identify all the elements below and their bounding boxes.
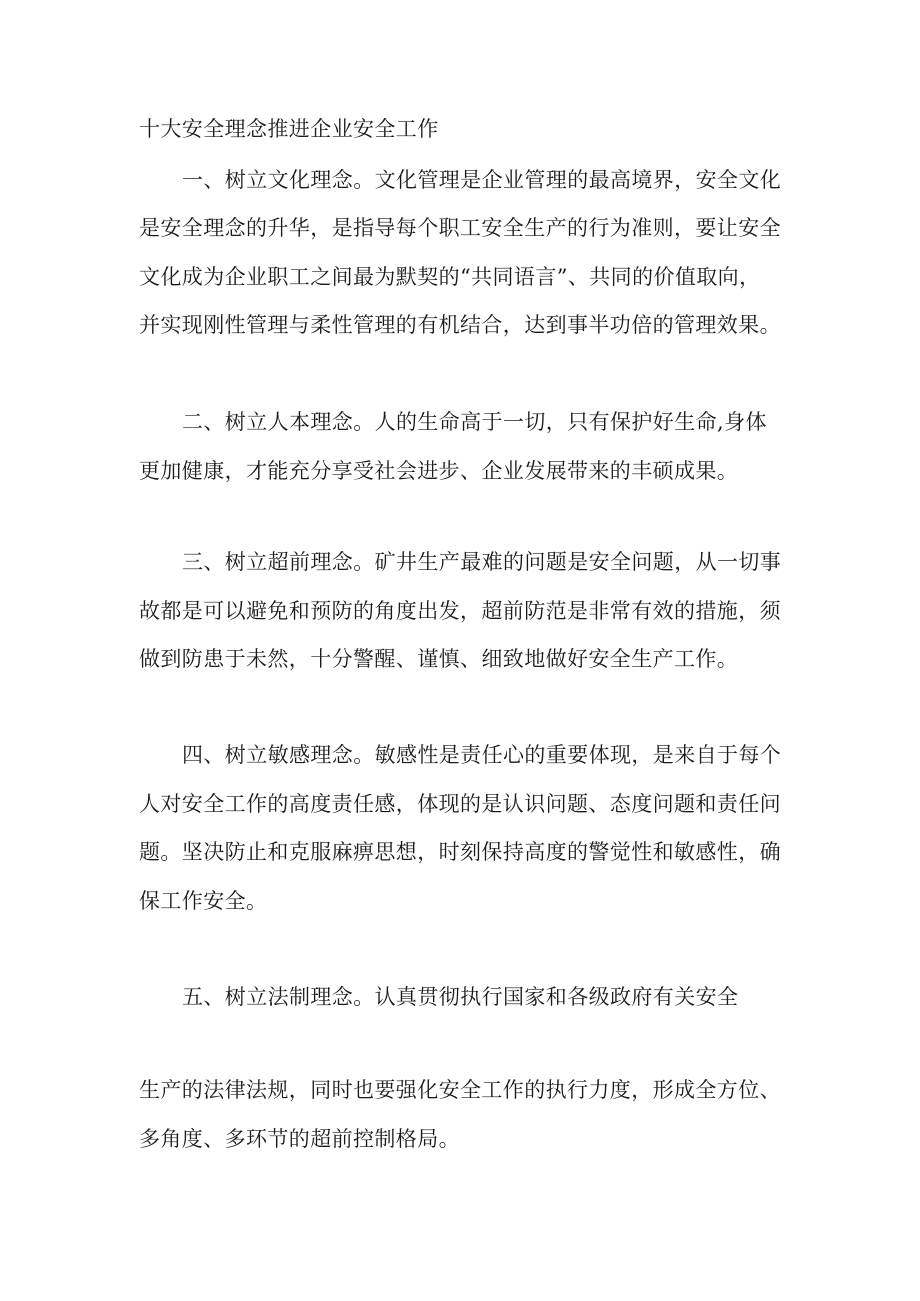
paragraph-line: 人对安全工作的高度责任感，体现的是认识问题、态度问题和责任问: [139, 792, 781, 816]
paragraph-line: 并实现刚性管理与柔性管理的有机结合，达到事半功倍的管理效果。: [139, 313, 781, 337]
paragraph-line: 题。坚决防止和克服麻痹思想，时刻保持高度的警觉性和敏感性，确: [139, 840, 781, 864]
paragraph-line: 多角度、多环节的超前控制格局。: [139, 1127, 460, 1151]
paragraph-line: 四、树立敏感理念。敏感性是责任心的重要体现，是来自于每个: [182, 743, 782, 767]
paragraph-line: 五、树立法制理念。认真贯彻执行国家和各级政府有关安全: [182, 985, 739, 1009]
paragraph-line: 是安全理念的升华，是指导每个职工安全生产的行为准则，要让安全: [139, 216, 781, 240]
paragraph-line: 文化成为企业职工之间最为默契的“共同语言”、共同的价值取向，: [139, 265, 761, 289]
document-title: 十大安全理念推进企业安全工作: [139, 117, 439, 141]
paragraph-line: 一、树立文化理念。文化管理是企业管理的最高境界，安全文化: [182, 168, 782, 192]
paragraph-line: 三、树立超前理念。矿井生产最难的问题是安全问题，从一切事: [182, 550, 782, 574]
paragraph-line: 二、树立人本理念。人的生命高于一切，只有保护好生命,身体: [182, 410, 767, 434]
paragraph-line: 做到防患于未然，十分警醒、谨慎、细致地做好安全生产工作。: [139, 647, 739, 671]
paragraph-line: 生产的法律法规，同时也要强化安全工作的执行力度，形成全方位、: [139, 1078, 781, 1102]
paragraph-line: 更加健康，才能充分享受社会进步、企业发展带来的丰硕成果。: [139, 459, 739, 483]
paragraph-line: 故都是可以避免和预防的角度出发，超前防范是非常有效的措施，须: [139, 599, 781, 623]
paragraph-line: 保工作安全。: [139, 889, 268, 913]
